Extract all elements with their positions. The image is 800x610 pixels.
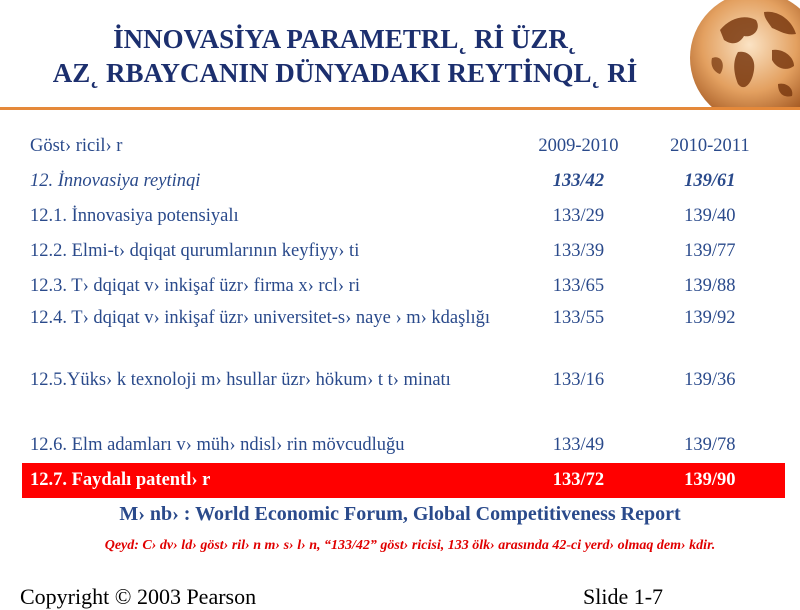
value-2010-2011: 139/36 [684,370,736,390]
slide-title-line-1: İNNOVASİYA PARAMETRL˛ Rİ ÜZR˛ [113,24,577,54]
table-header-row [22,129,785,164]
value-2009-2010: 133/65 [552,276,605,296]
title-divider [0,107,800,110]
value-2009-2010: 133/16 [552,370,605,390]
value-2010-2011: 139/88 [684,276,736,296]
value-2010-2011: 139/92 [684,308,736,328]
indicator-cell: 12.5.Yüks› k texnoloji m› hsullar üzr› hökum› t t› minatı [30,370,451,390]
footnote: Qeyd: C› dv› ld› göst› ril› n m› s› l› n, “133/42” göst› ricisi, 133 ölk› arasında 42-ci yerd› olmaq dem› kdir. [104,538,716,553]
header-2009-2010: 2009-2010 [538,136,619,156]
value-2010-2011: 139/61 [684,171,736,191]
slide-title-line-2: AZ˛ RBAYCANIN DÜNYADAKI REYTİNQL˛ Rİ [52,58,638,88]
value-2009-2010: 133/55 [552,308,605,328]
value-2009-2010: 133/72 [522,463,635,498]
indicator-cell: 12.4. T› dqiqat v› inkişaf üzr› universitet-s› naye › m› kdaşlığı [30,308,490,328]
indicator-cell: 12.7. Faydalı patentl› r [22,463,522,498]
slide-number: Slide 1-7 [583,584,664,609]
table-row [22,366,785,428]
value-2009-2010: 133/42 [552,171,605,191]
copyright-footer: Copyright © 2003 Pearson [20,584,257,609]
header-2010-2011: 2010-2011 [670,136,750,156]
table-row-highlighted [22,463,785,498]
table-row [22,428,785,463]
table-row [22,304,785,366]
value-2009-2010: 133/49 [552,435,605,455]
header-indicator: Göst› ricil› r [30,136,123,156]
indicator-cell: 12. İnnovasiya reytinqi [30,171,201,191]
indicator-cell: 12.2. Elmi-t› dqiqat qurumlarının keyfiyy› ti [30,241,360,261]
table-row [22,269,785,304]
table-row [22,234,785,269]
value-2010-2011: 139/78 [684,435,736,455]
value-2009-2010: 133/39 [552,241,605,261]
indicator-cell: 12.1. İnnovasiya potensiyalı [30,206,239,226]
ranking-table [22,129,785,498]
indicator-cell: 12.3. T› dqiqat v› inkişaf üzr› firma x› rcl› ri [30,276,360,296]
value-2010-2011: 139/40 [684,206,736,226]
indicator-cell: 12.6. Elm adamları v› müh› ndisl› rin mövcudluğu [30,435,405,455]
source-caption: M› nb› : World Economic Forum, Global Competitiveness Report [119,503,681,525]
table-row [22,164,785,199]
value-2010-2011: 139/77 [684,241,736,261]
globe-icon [682,0,800,108]
slide-title [0,22,690,90]
table-row [22,199,785,234]
value-2010-2011: 139/90 [635,463,785,498]
value-2009-2010: 133/29 [552,206,605,226]
